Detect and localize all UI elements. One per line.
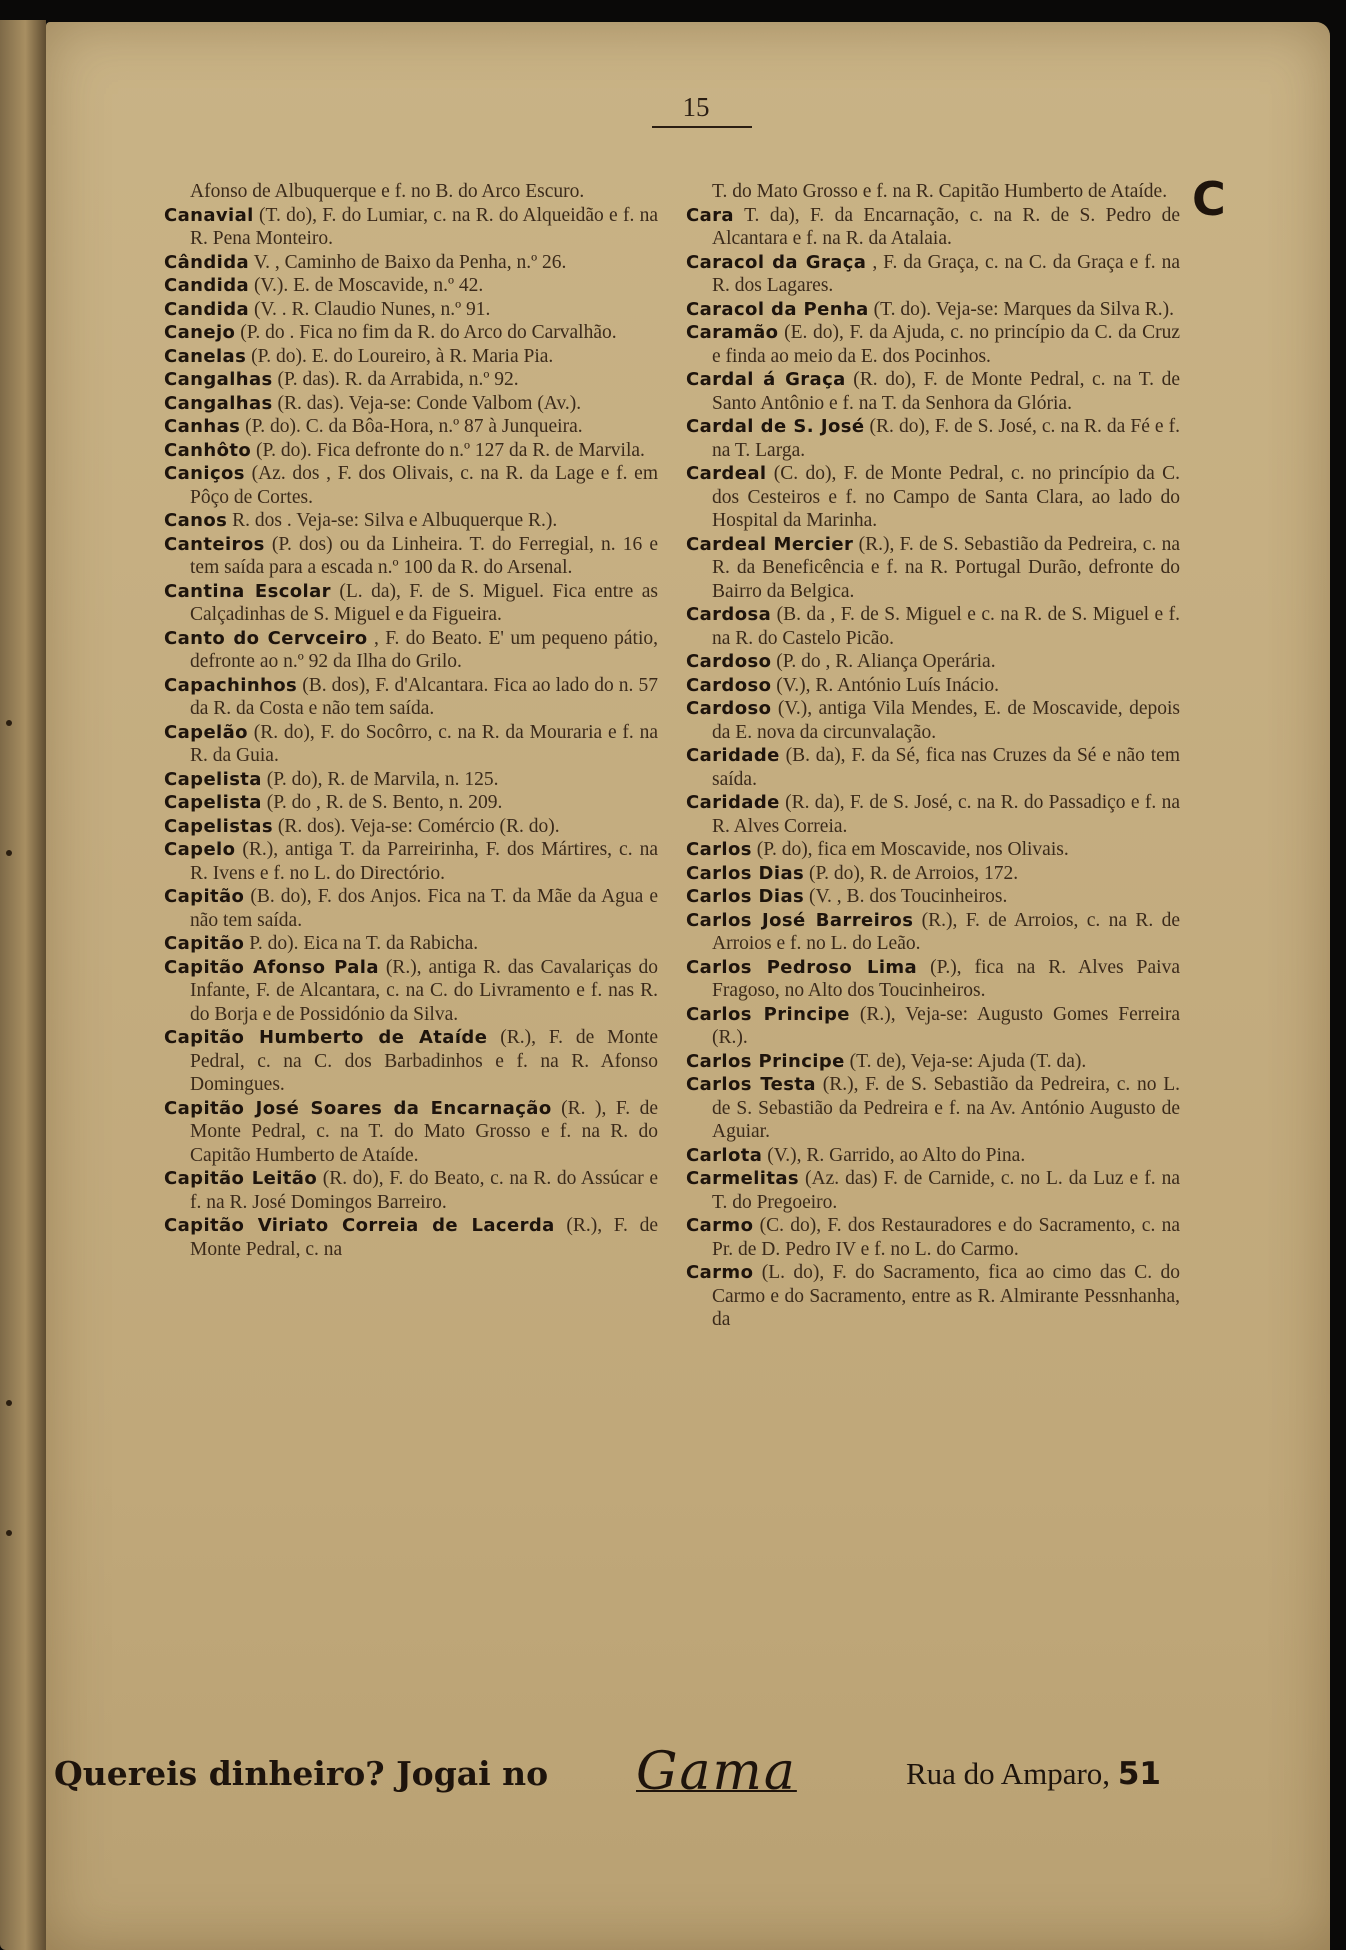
street-name: Carlos Testa [686, 1074, 816, 1095]
street-description: (R.), F. de S. Sebastião da Pedreira, c. na R. da Beneficência e f. na R. Portugal Durão, defronte do Bairro da Belgica. [712, 533, 1180, 602]
street-description: (B. da), F. da Sé, fica nas Cruzes da Sé e não tem saída. [712, 745, 1180, 790]
street-description: (V.), R. Garrido, ao Alto do Pina. [767, 1144, 1026, 1166]
binding-mark [6, 1530, 12, 1536]
street-name: Capelista [164, 768, 262, 790]
street-description: V. , Caminho de Baixo da Penha, n.º 26. [253, 251, 567, 273]
street-name: Cardoso [686, 698, 772, 719]
street-name: Cardal á Graça [686, 369, 846, 390]
street-name: Carlos [686, 839, 752, 860]
street-description: (L. da), F. de S. Miguel. Fica entre as Calçadinhas de S. Miguel e da Figueira. [190, 580, 658, 625]
street-name: Cangalhas [164, 369, 273, 390]
directory-entry [686, 650, 1180, 674]
ad-slogan: Quereis dinheiro? Jogai no [54, 1754, 549, 1793]
street-name: Canteiros [164, 533, 265, 555]
directory-entry [164, 462, 658, 509]
directory-entry [686, 697, 1180, 744]
directory-entry [164, 956, 658, 1027]
street-description: (T. do). Veja-se: Marques da Silva R.). [873, 298, 1174, 320]
street-description: (Az. dos , F. dos Olivais, c. na R. da Lage e f. em Pôço de Cortes. [190, 463, 659, 508]
directory-entry [164, 580, 658, 627]
street-name: Caramão [686, 322, 779, 343]
street-name: Carlos Principe [686, 1003, 850, 1025]
directory-entry [164, 368, 658, 392]
street-name: Capitão [164, 886, 245, 907]
binding-mark [6, 720, 12, 726]
directory-entry [164, 298, 658, 322]
street-name: Capitão Afonso Pala [164, 956, 379, 978]
directory-entry [164, 345, 658, 369]
street-description: (V. , B. dos Toucinheiros. [809, 886, 1008, 907]
street-description: R. dos . Veja-se: Silva e Albuquerque R.). [232, 510, 558, 531]
street-name: Carlos José Barreiros [686, 909, 914, 931]
street-description: (P.), fica na R. Alves Paiva Fragoso, no Alto dos Toucinheiros. [712, 956, 1180, 1001]
directory-entry [686, 1050, 1180, 1074]
street-name: Carlos Dias [686, 862, 805, 884]
ad-address-number: 51 [1117, 1756, 1161, 1792]
street-name: Canhôto [164, 439, 252, 461]
directory-entry [686, 1073, 1180, 1144]
directory-entry [164, 838, 658, 885]
directory-entry [686, 1167, 1180, 1214]
street-name: Caniços [164, 463, 245, 484]
street-name: Cangalhas [164, 392, 273, 414]
street-name: Caracol da Penha [686, 298, 869, 320]
street-description: (P. do , R. de S. Bento, n. 209. [266, 792, 503, 813]
directory-entry [164, 627, 658, 674]
street-name: Capitão Humberto de Ataíde [164, 1027, 488, 1048]
street-description: (R. do), F. do Beato, c. na R. do Assúcar e f. na R. José Domingos Barreiro. [190, 1168, 658, 1213]
directory-entry [164, 415, 658, 439]
directory-entry [164, 180, 658, 204]
street-description: (R. dos). Veja-se: Comércio (R. do). [277, 815, 560, 837]
street-name: Cara [686, 204, 734, 226]
street-name: Capitão Leitão [164, 1168, 318, 1189]
street-description: (R. do), F. de Monte Pedral, c. na T. de Santo Antônio e f. na T. da Senhora da Glória. [712, 369, 1180, 414]
street-description: (C. do), F. de Monte Pedral, c. no princípio da C. dos Cesteiros e f. no Campo de Santa Clara, ao lado do Hospital da Marinha. [712, 463, 1180, 531]
page-number: 15 [682, 92, 710, 122]
section-letter: C [1192, 172, 1226, 226]
street-name: Caridade [686, 745, 780, 766]
street-name: Canejo [164, 322, 236, 343]
street-description: (R. ), F. de Monte Pedral, c. na T. do Mato Grosso e f. na R. do Capitão Humberto de Ataíde. [190, 1097, 659, 1166]
street-description: P. do). Eica na T. da Rabicha. [249, 933, 479, 954]
directory-entry [164, 1026, 658, 1097]
directory-entry [686, 251, 1180, 298]
directory-entry [164, 509, 658, 533]
street-description: (B. dos), F. d'Alcantara. Fica ao lado do n. 57 da R. da Costa e não tem saída. [190, 674, 658, 719]
street-description: (R.), antiga R. das Cavalariças do Infante, F. de Alcantara, c. na C. do Livramento e f. nas R. do Borja e de Possidónio da Silva. [190, 956, 659, 1025]
street-description: , F. do Beato. E' um pequeno pátio, defronte ao n.º 92 da Ilha do Grilo. [190, 627, 659, 672]
street-description: (R.), Veja-se: Augusto Gomes Ferreira (R.). [712, 1003, 1180, 1048]
street-name: Canto do Cervceiro [164, 627, 368, 649]
ad-brand-logo: Gama [636, 1742, 797, 1802]
directory-entry [164, 1097, 658, 1168]
street-name: Capitão Viriato Correia de Lacerda [164, 1215, 555, 1236]
footer-advertisement [54, 1742, 1244, 1812]
street-description: (T. do), F. do Lumiar, c. na R. do Alqueidão e f. na R. Pena Monteiro. [190, 204, 659, 249]
street-name: Carmo [686, 1215, 754, 1236]
street-description: (R.), F. de Monte Pedral, c. na [190, 1215, 658, 1260]
directory-entry [686, 1144, 1180, 1168]
street-name: Caracol da Graça [686, 251, 867, 273]
right-column [686, 180, 1180, 1332]
street-description: T. da), F. da Encarnação, c. na R. de S. Pedro de Alcantara e f. na R. da Atalaia. [712, 204, 1180, 249]
street-name: Cardoso [686, 674, 772, 696]
street-description: (V.), R. António Luís Inácio. [776, 674, 1000, 696]
street-description: (P. do). E. do Loureiro, à R. Maria Pia. [251, 345, 554, 367]
street-name: Cândida [164, 251, 250, 273]
street-description: , F. da Graça, c. na C. da Graça e f. na R. dos Lagares. [712, 251, 1181, 296]
street-description: (V.), antiga Vila Mendes, E. de Moscavide, depois da E. nova da circunvalação. [712, 698, 1180, 743]
binding-mark [6, 850, 12, 856]
previous-page-edge [0, 20, 46, 1950]
directory-entry [686, 1003, 1180, 1050]
directory-entry [686, 885, 1180, 909]
street-name: Capitão [164, 933, 245, 954]
directory-entry [164, 392, 658, 416]
directory-entry [686, 1261, 1180, 1332]
street-description: T. do Mato Grosso e f. na R. Capitão Humberto de Ataíde. [712, 181, 1168, 202]
street-name: Canos [164, 510, 228, 531]
street-description: (Az. das) F. de Carnide, c. no L. da Luz e f. na T. do Pregoeiro. [712, 1168, 1181, 1213]
street-name: Canhas [164, 416, 241, 437]
binding-mark [6, 1400, 12, 1406]
street-name: Cantina Escolar [164, 580, 331, 602]
street-description: (R.), F. de Monte Pedral, c. na C. dos Barbadinhos e f. na R. Afonso Domingues. [190, 1027, 659, 1095]
directory-entry [686, 956, 1180, 1003]
street-description: (P. do). C. da Bôa-Hora, n.º 87 à Junqueira. [245, 416, 583, 437]
directory-entry [164, 204, 658, 251]
street-name: Cardosa [686, 604, 772, 625]
directory-entry [686, 744, 1180, 791]
street-name: Capitão José Soares da Encarnação [164, 1097, 552, 1119]
directory-entry [686, 204, 1180, 251]
directory-entry [164, 932, 658, 956]
street-name: Canavial [164, 204, 254, 226]
street-description: (P. dos) ou da Linheira. T. do Ferregial, n. 16 e tem saída para a escada n.º 100 da R. do Arsenal. [190, 533, 658, 578]
directory-entry [164, 321, 658, 345]
street-name: Cardeal Mercier [686, 533, 854, 555]
street-name: Carlos Principe [686, 1050, 845, 1072]
street-name: Cardal de S. José [686, 416, 865, 437]
street-name: Capachinhos [164, 674, 298, 696]
directory-entry [164, 439, 658, 463]
street-description: (P. do , R. Aliança Operária. [776, 651, 996, 672]
directory-entry [686, 533, 1180, 604]
street-name: Cardeal [686, 463, 767, 484]
directory-entry [164, 768, 658, 792]
directory-entry [686, 415, 1180, 462]
directory-entry [686, 909, 1180, 956]
left-column [164, 180, 658, 1261]
street-description: Afonso de Albuquerque e f. no B. do Arco Escuro. [190, 181, 585, 202]
street-description: (R.), F. de Arroios, c. na R. de Arroios e f. no L. do Leão. [712, 909, 1181, 954]
directory-entry [686, 298, 1180, 322]
street-name: Carlos Pedroso Lima [686, 956, 918, 978]
directory-entry [164, 533, 658, 580]
directory-entry [686, 838, 1180, 862]
street-name: Candida [164, 275, 250, 296]
page-number-rule [652, 126, 752, 128]
directory-entry [164, 721, 658, 768]
street-name: Candida [164, 298, 250, 320]
street-name: Canelas [164, 345, 247, 367]
street-name: Carmo [686, 1262, 754, 1283]
street-name: Cardoso [686, 651, 772, 672]
street-description: (P. das). R. da Arrabida, n.º 92. [277, 369, 519, 390]
street-name: Capelistas [164, 815, 273, 837]
directory-entry [686, 462, 1180, 533]
directory-entry [686, 862, 1180, 886]
street-name: Capelo [164, 839, 236, 860]
street-description: (P. do), fica em Moscavide, nos Olivais. [756, 839, 1069, 860]
street-description: (L. do), F. do Sacramento, fica ao cimo das C. do Carmo e do Sacramento, entre as R. Almirante Pessnhanha, da [712, 1262, 1181, 1330]
ad-address [906, 1756, 1161, 1792]
directory-entry [164, 1214, 658, 1261]
street-description: (V. . R. Claudio Nunes, n.º 91. [253, 298, 491, 320]
directory-entry [686, 368, 1180, 415]
directory-entry [686, 321, 1180, 368]
directory-entry [686, 1214, 1180, 1261]
directory-entry [686, 674, 1180, 698]
street-description: (P. do), R. de Marvila, n. 125. [266, 768, 499, 790]
directory-entry [686, 791, 1180, 838]
street-name: Caridade [686, 792, 780, 813]
directory-entry [164, 1167, 658, 1214]
directory-entry [164, 885, 658, 932]
street-description: (R.), F. de S. Sebastião da Pedreira, c. no L. de S. Sebastião da Pedreira e f. na Av. António Augusto de Aguiar. [712, 1074, 1181, 1142]
directory-entry [686, 180, 1180, 204]
directory-entry [686, 603, 1180, 650]
ad-address-street: Rua do Amparo, [906, 1756, 1111, 1791]
directory-entry [164, 815, 658, 839]
street-description: (E. do), F. da Ajuda, c. no princípio da C. da Cruz e finda ao meio da E. dos Pocinhos. [712, 322, 1181, 367]
document-page [46, 22, 1330, 1950]
directory-entry [164, 251, 658, 275]
street-name: Carlota [686, 1144, 763, 1166]
street-description: (C. do), F. dos Restauradores e do Sacramento, c. na Pr. de D. Pedro IV e f. no L. do Carmo. [712, 1215, 1181, 1260]
street-description: (R. das). Veja-se: Conde Valbom (Av.). [277, 392, 582, 414]
street-description: (V.). E. de Moscavide, n.º 42. [253, 275, 484, 296]
directory-entry [164, 674, 658, 721]
directory-entry [164, 791, 658, 815]
street-description: (B. da , F. de S. Miguel e c. na R. de S. Miguel e f. na R. do Castelo Picão. [712, 604, 1181, 649]
street-description: (R. do), F. de S. José, c. na R. da Fé e f. na T. Larga. [712, 416, 1181, 461]
street-description: (P. do), R. de Arroios, 172. [809, 862, 1019, 884]
directory-entry [164, 274, 658, 298]
street-name: Carmelitas [686, 1168, 800, 1189]
street-name: Capelista [164, 792, 262, 813]
street-description: (R. do), F. do Socôrro, c. na R. da Mouraria e f. na R. da Guia. [190, 721, 659, 766]
street-name: Capelão [164, 721, 248, 743]
street-description: (R.), antiga T. da Parreirinha, F. dos Mártires, c. na R. Ivens e f. no L. do Directório. [190, 839, 659, 884]
street-description: (P. do). Fica defronte do n.º 127 da R. de Marvila. [256, 439, 645, 461]
street-description: (R. da), F. de S. José, c. na R. do Passadiço e f. na R. Alves Correia. [712, 792, 1180, 837]
street-description: (B. do), F. dos Anjos. Fica na T. da Mãe da Agua e não tem saída. [190, 886, 658, 931]
street-name: Carlos Dias [686, 886, 805, 907]
street-description: (P. do . Fica no fim da R. do Arco do Carvalhão. [240, 322, 617, 343]
street-description: (T. de), Veja-se: Ajuda (T. da). [849, 1050, 1087, 1072]
